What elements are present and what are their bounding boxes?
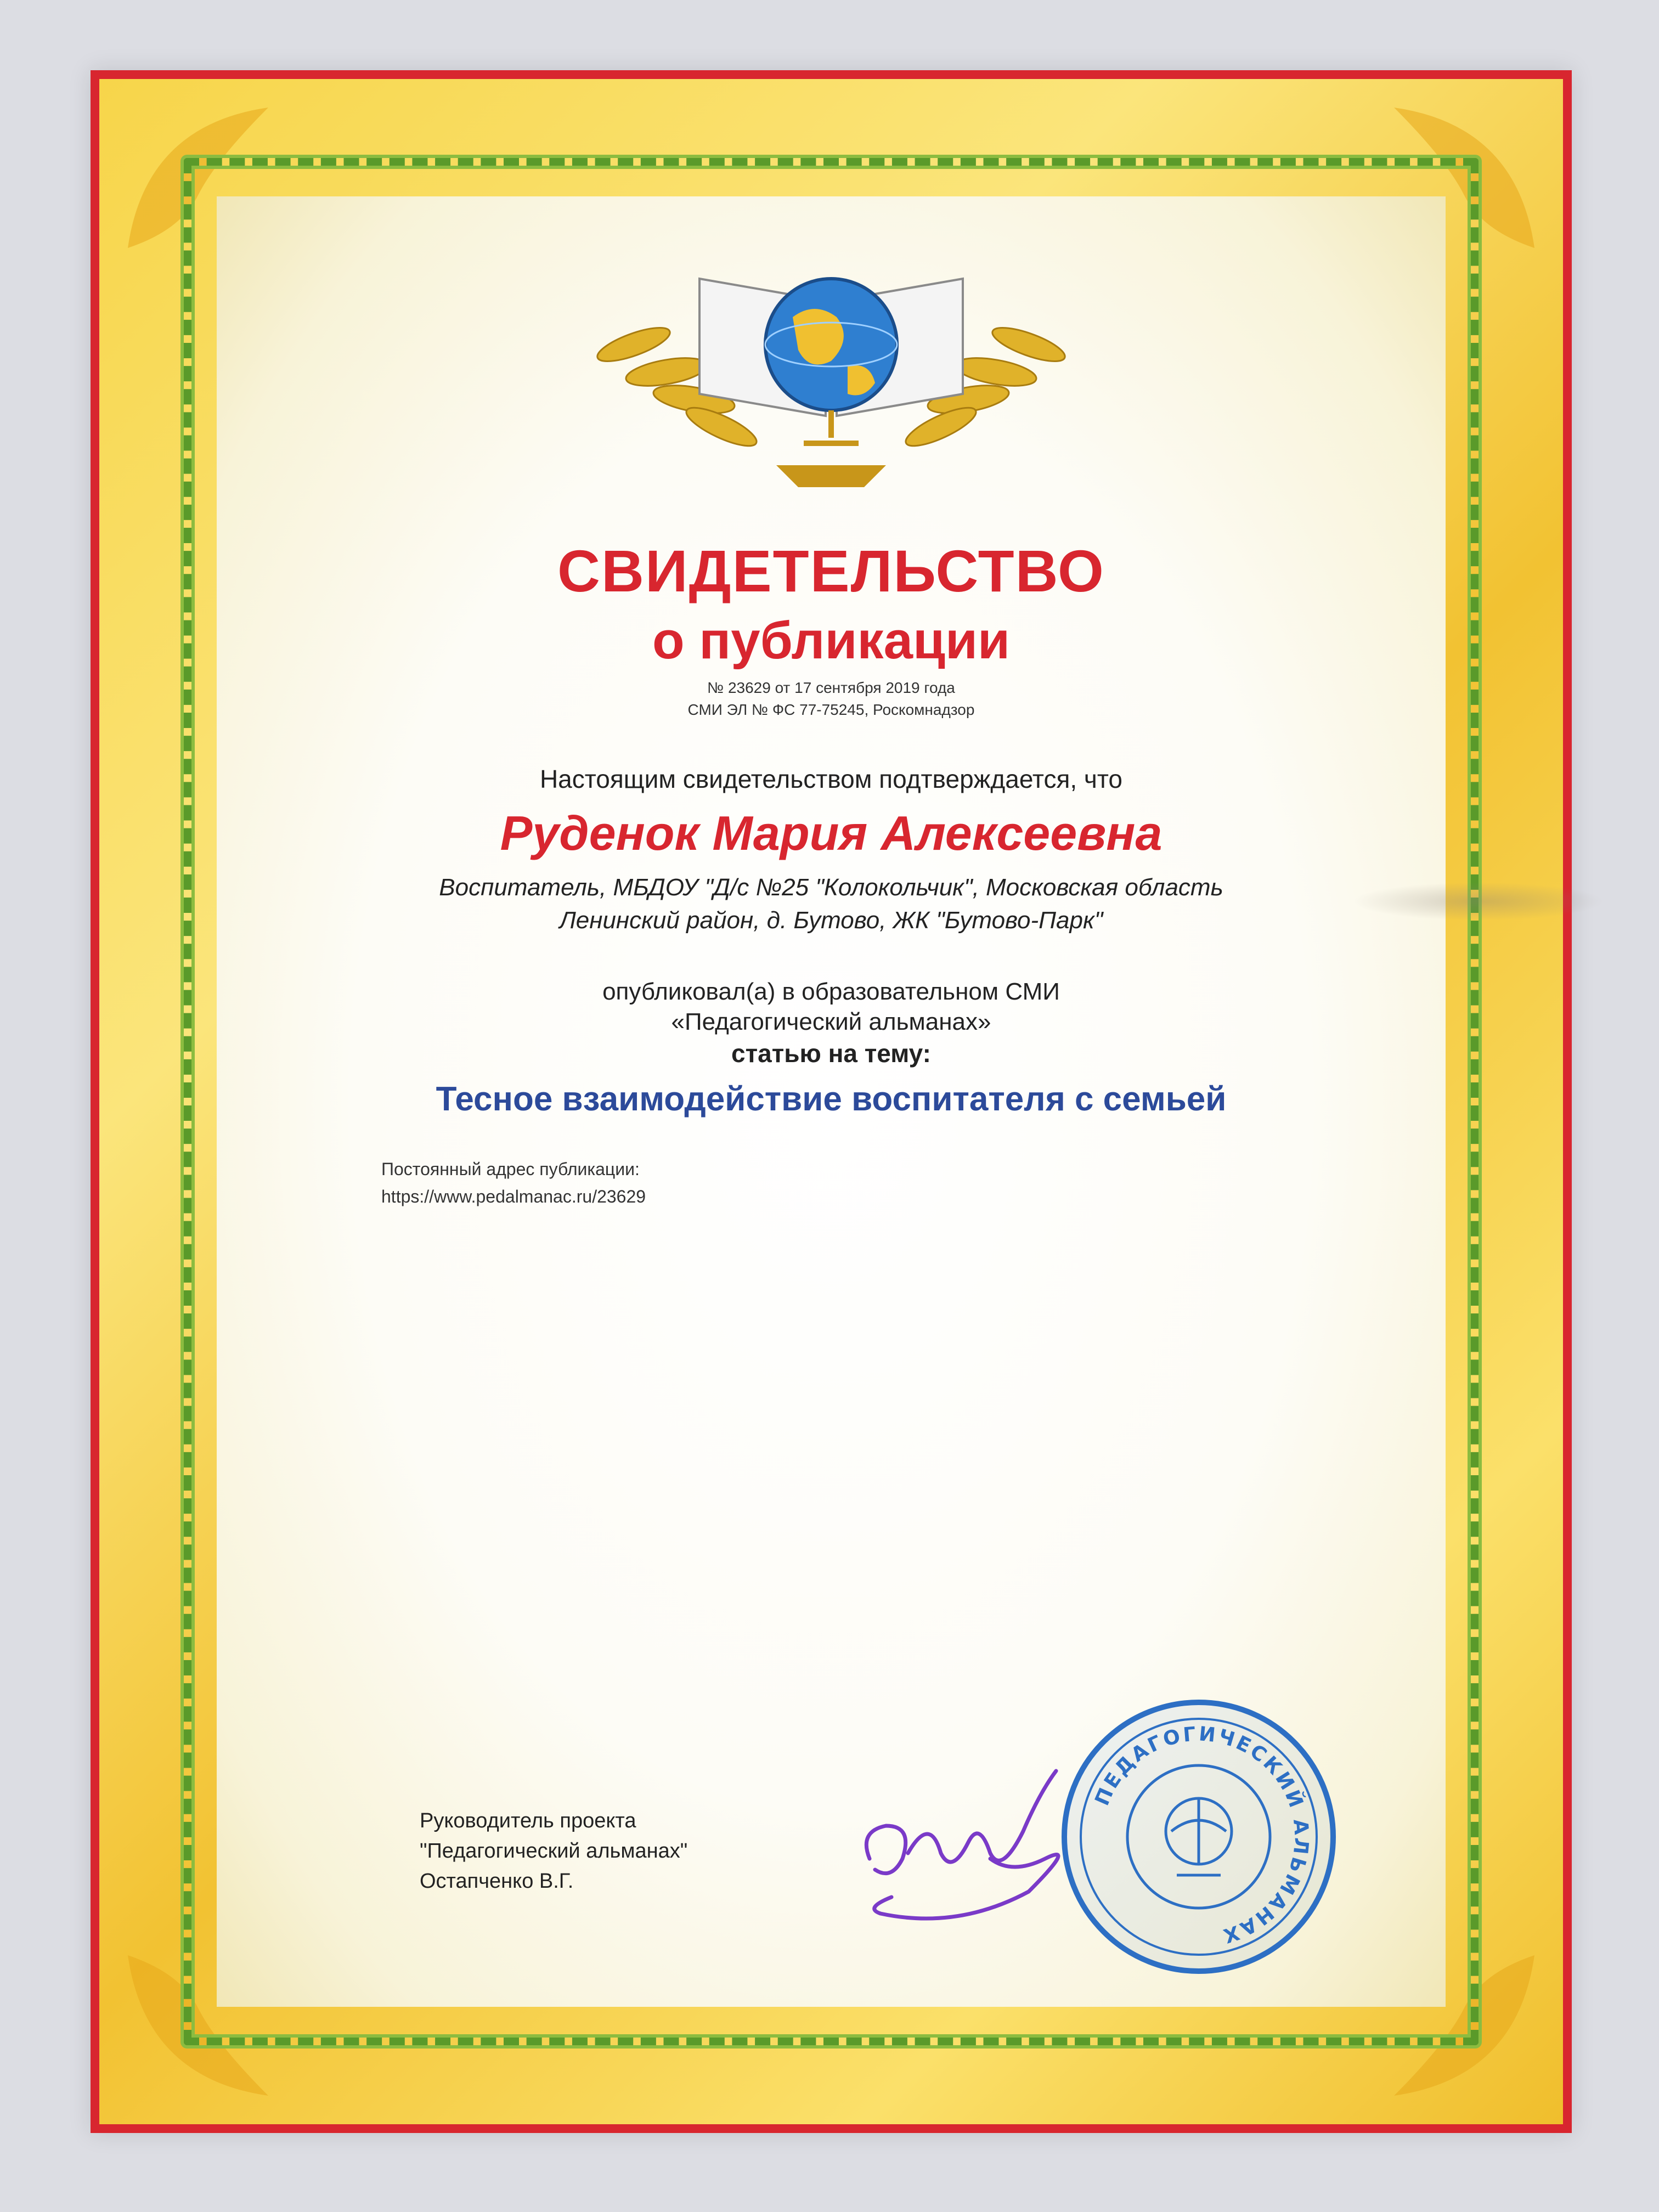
svg-text:ПЕДАГОГИЧЕСКИЙ АЛЬМАНАХ: ПЕДАГОГИЧЕСКИЙ АЛЬМАНАХ [1091, 1723, 1313, 1948]
certificate-title: СВИДЕТЕЛЬСТВО [557, 538, 1105, 604]
registration-number: № 23629 от 17 сентября 2019 года [707, 679, 955, 696]
address-url: https://www.pedalmanac.ru/23629 [381, 1187, 646, 1206]
globe-book-emblem-icon [557, 235, 1105, 509]
published-text: опубликовал(а) в образовательном СМИ [602, 978, 1060, 1005]
confirm-text: Настоящим свидетельством подтверждается, что [539, 765, 1123, 793]
article-title: Тесное взаимодействие воспитателя с семьей [436, 1080, 1227, 1118]
recipient-name: Руденок Мария Алексеевна [500, 806, 1163, 860]
certificate-subtitle: о публикации [652, 611, 1011, 670]
print-smudge [1352, 882, 1605, 921]
official-seal-icon [1056, 1694, 1341, 1979]
on-topic-label: статью на тему: [731, 1039, 931, 1068]
address-label: Постоянный адрес публикации: [381, 1159, 640, 1179]
recipient-position-line-2: Ленинский район, д. Бутово, ЖК "Бутово-Парк" [559, 907, 1103, 934]
publication-name: «Педагогический альманах» [671, 1008, 991, 1035]
certificate-paper [91, 70, 1572, 2133]
signer-name: Остапченко В.Г. [420, 1870, 574, 1893]
recipient-position-line-1: Воспитатель, МБДОУ "Д/с №25 "Колокольчик", Московская область [439, 874, 1223, 901]
signer-role: Руководитель проекта [420, 1809, 636, 1832]
media-license: СМИ ЭЛ № ФС 77-75245, Роскомнадзор [687, 701, 975, 718]
signer-project: "Педагогический альманах" [420, 1839, 688, 1863]
